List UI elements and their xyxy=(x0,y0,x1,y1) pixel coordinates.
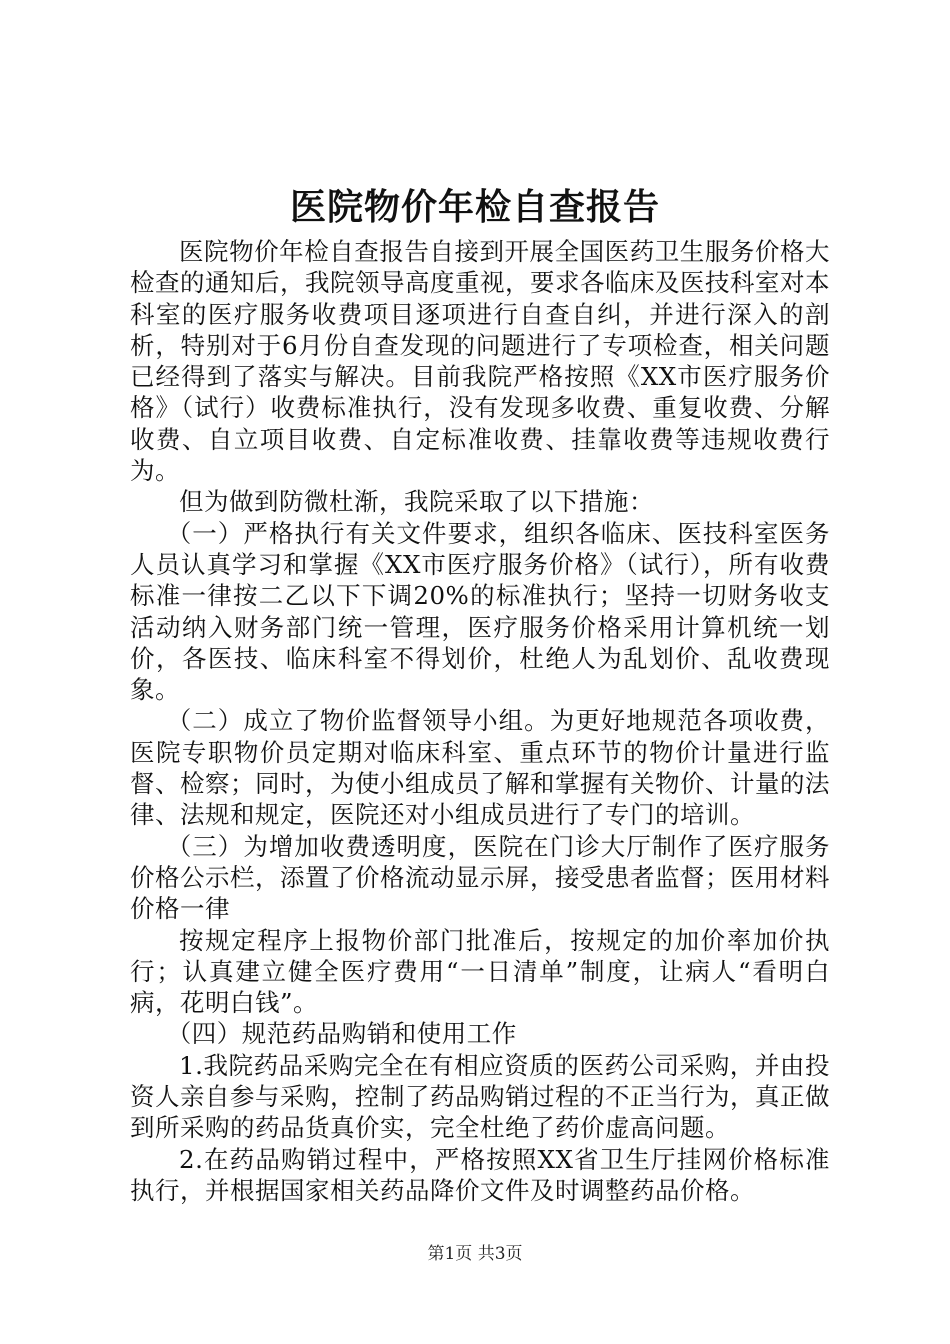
paragraph-measure-3-cont: 按规定程序上报物价部门批准后，按规定的加价率加价执行；认真建立健全医疗费用“一日清单”制度，让病人“看明白病，花明白钱”。 xyxy=(130,925,830,1018)
paragraph-measure-3: （三）为增加收费透明度，医院在门诊大厅制作了医疗服务价格公示栏，添置了价格流动显示屏，接受患者监督；医用材料价格一律 xyxy=(130,831,830,924)
document-title: 医院物价年检自查报告 xyxy=(289,187,660,228)
paragraph-measure-2: （二）成立了物价监督领导小组。为更好地规范各项收费，医院专职物价员定期对临床科室、重点环节的物价计量进行监督、检察；同时，为使小组成员了解和掌握有关物价、计量的法律、法规和规定，医院还对小组成员进行了专门的培训。 xyxy=(130,706,830,830)
paragraph-item-2: 2.在药品购销过程中，严格按照XX省卫生厅挂网价格标准执行，并根据国家相关药品降价文件及时调整药品价格。 xyxy=(130,1144,830,1205)
document-body xyxy=(130,236,830,1206)
paragraph-measures-lead: 但为做到防微杜渐，我院采取了以下措施： xyxy=(179,487,654,517)
page-footer: 第1页 共3页 xyxy=(427,1244,523,1264)
paragraph-measure-4: （四）规范药品购销和使用工作 xyxy=(166,1019,517,1049)
paragraph-measure-1: （一）严格执行有关文件要求，组织各临床、医技科室医务人员认真学习和掌握《XX市医疗服务价格》（试行），所有收费标准一律按二乙以下下调20%的标准执行；坚持一切财务收支活动纳入财务部门统一管理，医疗服务价格采用计算机统一划价，各医技、临床科室不得划价，杜绝人为乱划价、乱收费现象。 xyxy=(130,518,830,705)
paragraph-item-1: 1.我院药品采购完全在有相应资质的医药公司采购，并由投资人亲自参与采购，控制了药品购销过程的不正当行为，真正做到所采购的药品货真价实，完全杜绝了药价虚高问题。 xyxy=(130,1050,830,1143)
paragraph-intro: 医院物价年检自查报告自接到开展全国医药卫生服务价格大检查的通知后，我院领导高度重视，要求各临床及医技科室对本科室的医疗服务收费项目逐项进行自查自纠，并进行深入的剖析，特别对于6月份自查发现的问题进行了专项检查，相关问题已经得到了落实与解决。目前我院严格按照《XX市医疗服务价格》（试行）收费标准执行，没有发现多收费、重复收费、分解收费、自立项目收费、自定标准收费、挂靠收费等违规收费行为。 xyxy=(130,237,830,486)
